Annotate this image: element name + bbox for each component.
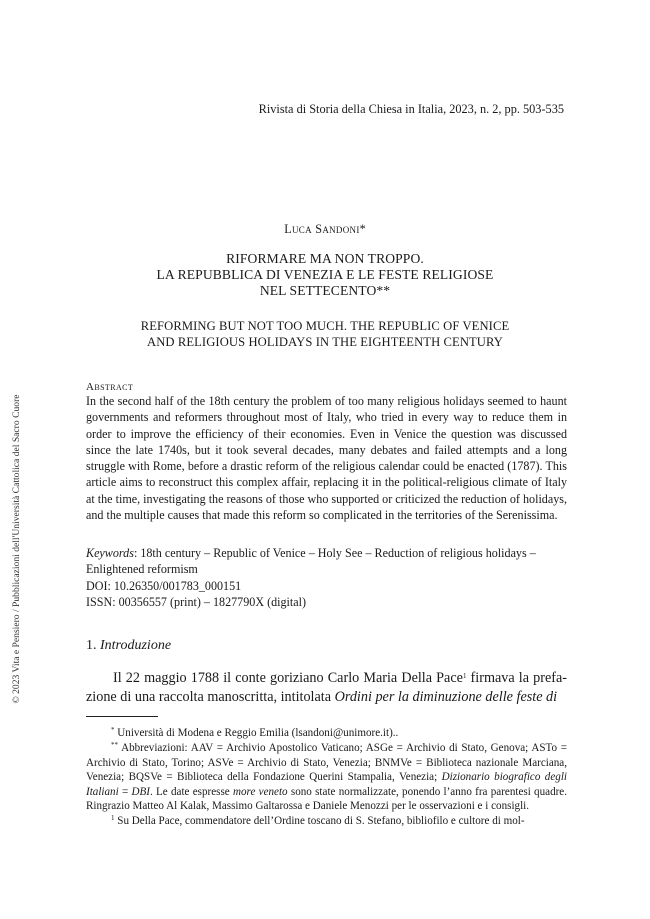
footnote-text: Su Della Pace, commendatore dell’Ordine toscano di S. Stefano, bibliofilo e cultore di mol- [114,815,525,828]
italian-title-line-2: LA REPUBBLICA DI VENEZIA E LE FESTE RELIGIOSE [156,267,494,282]
footnote-italic: more veneto [232,785,288,798]
english-title-line-1: REFORMING BUT NOT TOO MUCH. THE REPUBLIC OF VENICE [140,319,510,333]
body-text-part-1: Il 22 maggio 1788 il conte goriziano Carlo Maria Della Pace [113,670,463,686]
footnotes [86,726,567,830]
footnote-text: Abbreviazioni: AAV = Archivio Apostolico Vaticano; ASGe = Archivio di Stato, Genova; ASTo = Archivio di Stato, Torino; ASVe = Archivio di Stato, Venezia; BNMVe = Biblioteca nazionale Marciana, Venezia; BQSVe = Biblioteca della Fondazione Querini Stampalia, Venezia; [86,742,567,784]
section-title: Introduzione [100,638,172,653]
footnote-separator [86,716,158,717]
english-title [0,318,650,350]
section-heading [86,638,171,654]
footnote-mark: * [111,726,115,734]
copyright-side-credit: © 2023 Vita e Pensiero / Pubblicazioni dell'Università Cattolica del Sacro Cuore [11,394,22,704]
footnote-abbreviations [86,741,567,813]
article-metadata [86,545,567,610]
issn-line: ISSN: 00356557 (print) – 1827790X (digital) [86,594,307,609]
footnote-1 [86,814,567,828]
italian-title-line-3: NEL SETTECENTO** [259,283,391,298]
author-name: Luca Sandoni [284,222,360,236]
footnote-italic: DBI [131,785,150,798]
footnote-text: sono state normalizzate, ponendo l’anno fra parentesi quadre. Ringrazio Matteo Al Kalak, Massimo Galtarossa e Daniele Menozzi per le osservazioni e i consigli. [86,785,568,813]
footnote-mark: 1 [111,814,115,823]
body-italic-title: Ordini per la diminuzione delle feste di [334,688,558,705]
footnote-mark: ** [111,741,118,750]
abstract-heading: Abstract [86,381,134,393]
footnote-reference: 1 [462,672,467,680]
footnote-text: = [118,785,132,798]
keywords-line [86,545,567,561]
author-footnote-mark: * [359,222,366,236]
italian-title-line-1: RIFORMARE MA NON TROPPO. [226,251,424,266]
body-paragraph [86,669,567,706]
body-text-part-2: firmava la prefazione di una raccolta manoscritta, intitolata [86,670,567,705]
english-title-line-2: AND RELIGIOUS HOLIDAYS IN THE EIGHTEENTH CENTURY [147,335,503,349]
keywords-label: Keywords [86,546,134,560]
journal-reference: Rivista di Storia della Chiesa in Italia, 2023, n. 2, pp. 503-535 [258,102,564,116]
abstract-text: In the second half of the 18th century the problem of too many religious holidays seemed to haunt governments and reformers throughout most of Italy, who tried in every way to reduce them in order to improve the efficiency of their economies. Even in Venice the question was discussed since the late 1740s, but it took several decades, many debates and failed attempts and a long struggle with Rome, before a drastic reform of the religious calendar could be enacted (1787). This article aims to reconstruct this complex affair, replacing it in the political-religious climate of Italy at the time, investigating the reasons of those who supported or criticized the reduction of holidays, and the multiple causes that made this reform so complicated in the territories of the Serenissima. [86,394,567,523]
footnote-italic: Dizionario biografico degli Italiani [86,771,567,798]
footnote-text: . Le date espresse [149,785,233,798]
footnote-text: Università di Modena e Reggio Emilia (lsandoni@unimore.it).. [114,727,399,739]
keywords-text: : 18th century – Republic of Venice – Holy See – Reduction of religious holidays – [133,546,536,560]
keywords-continuation: Enlightened reformism [86,562,198,577]
author-line [0,222,650,237]
footnote-author [86,726,567,740]
doi-line: DOI: 10.26350/001783_000151 [86,578,242,593]
italian-title [0,251,650,299]
section-number: 1. [86,638,100,653]
